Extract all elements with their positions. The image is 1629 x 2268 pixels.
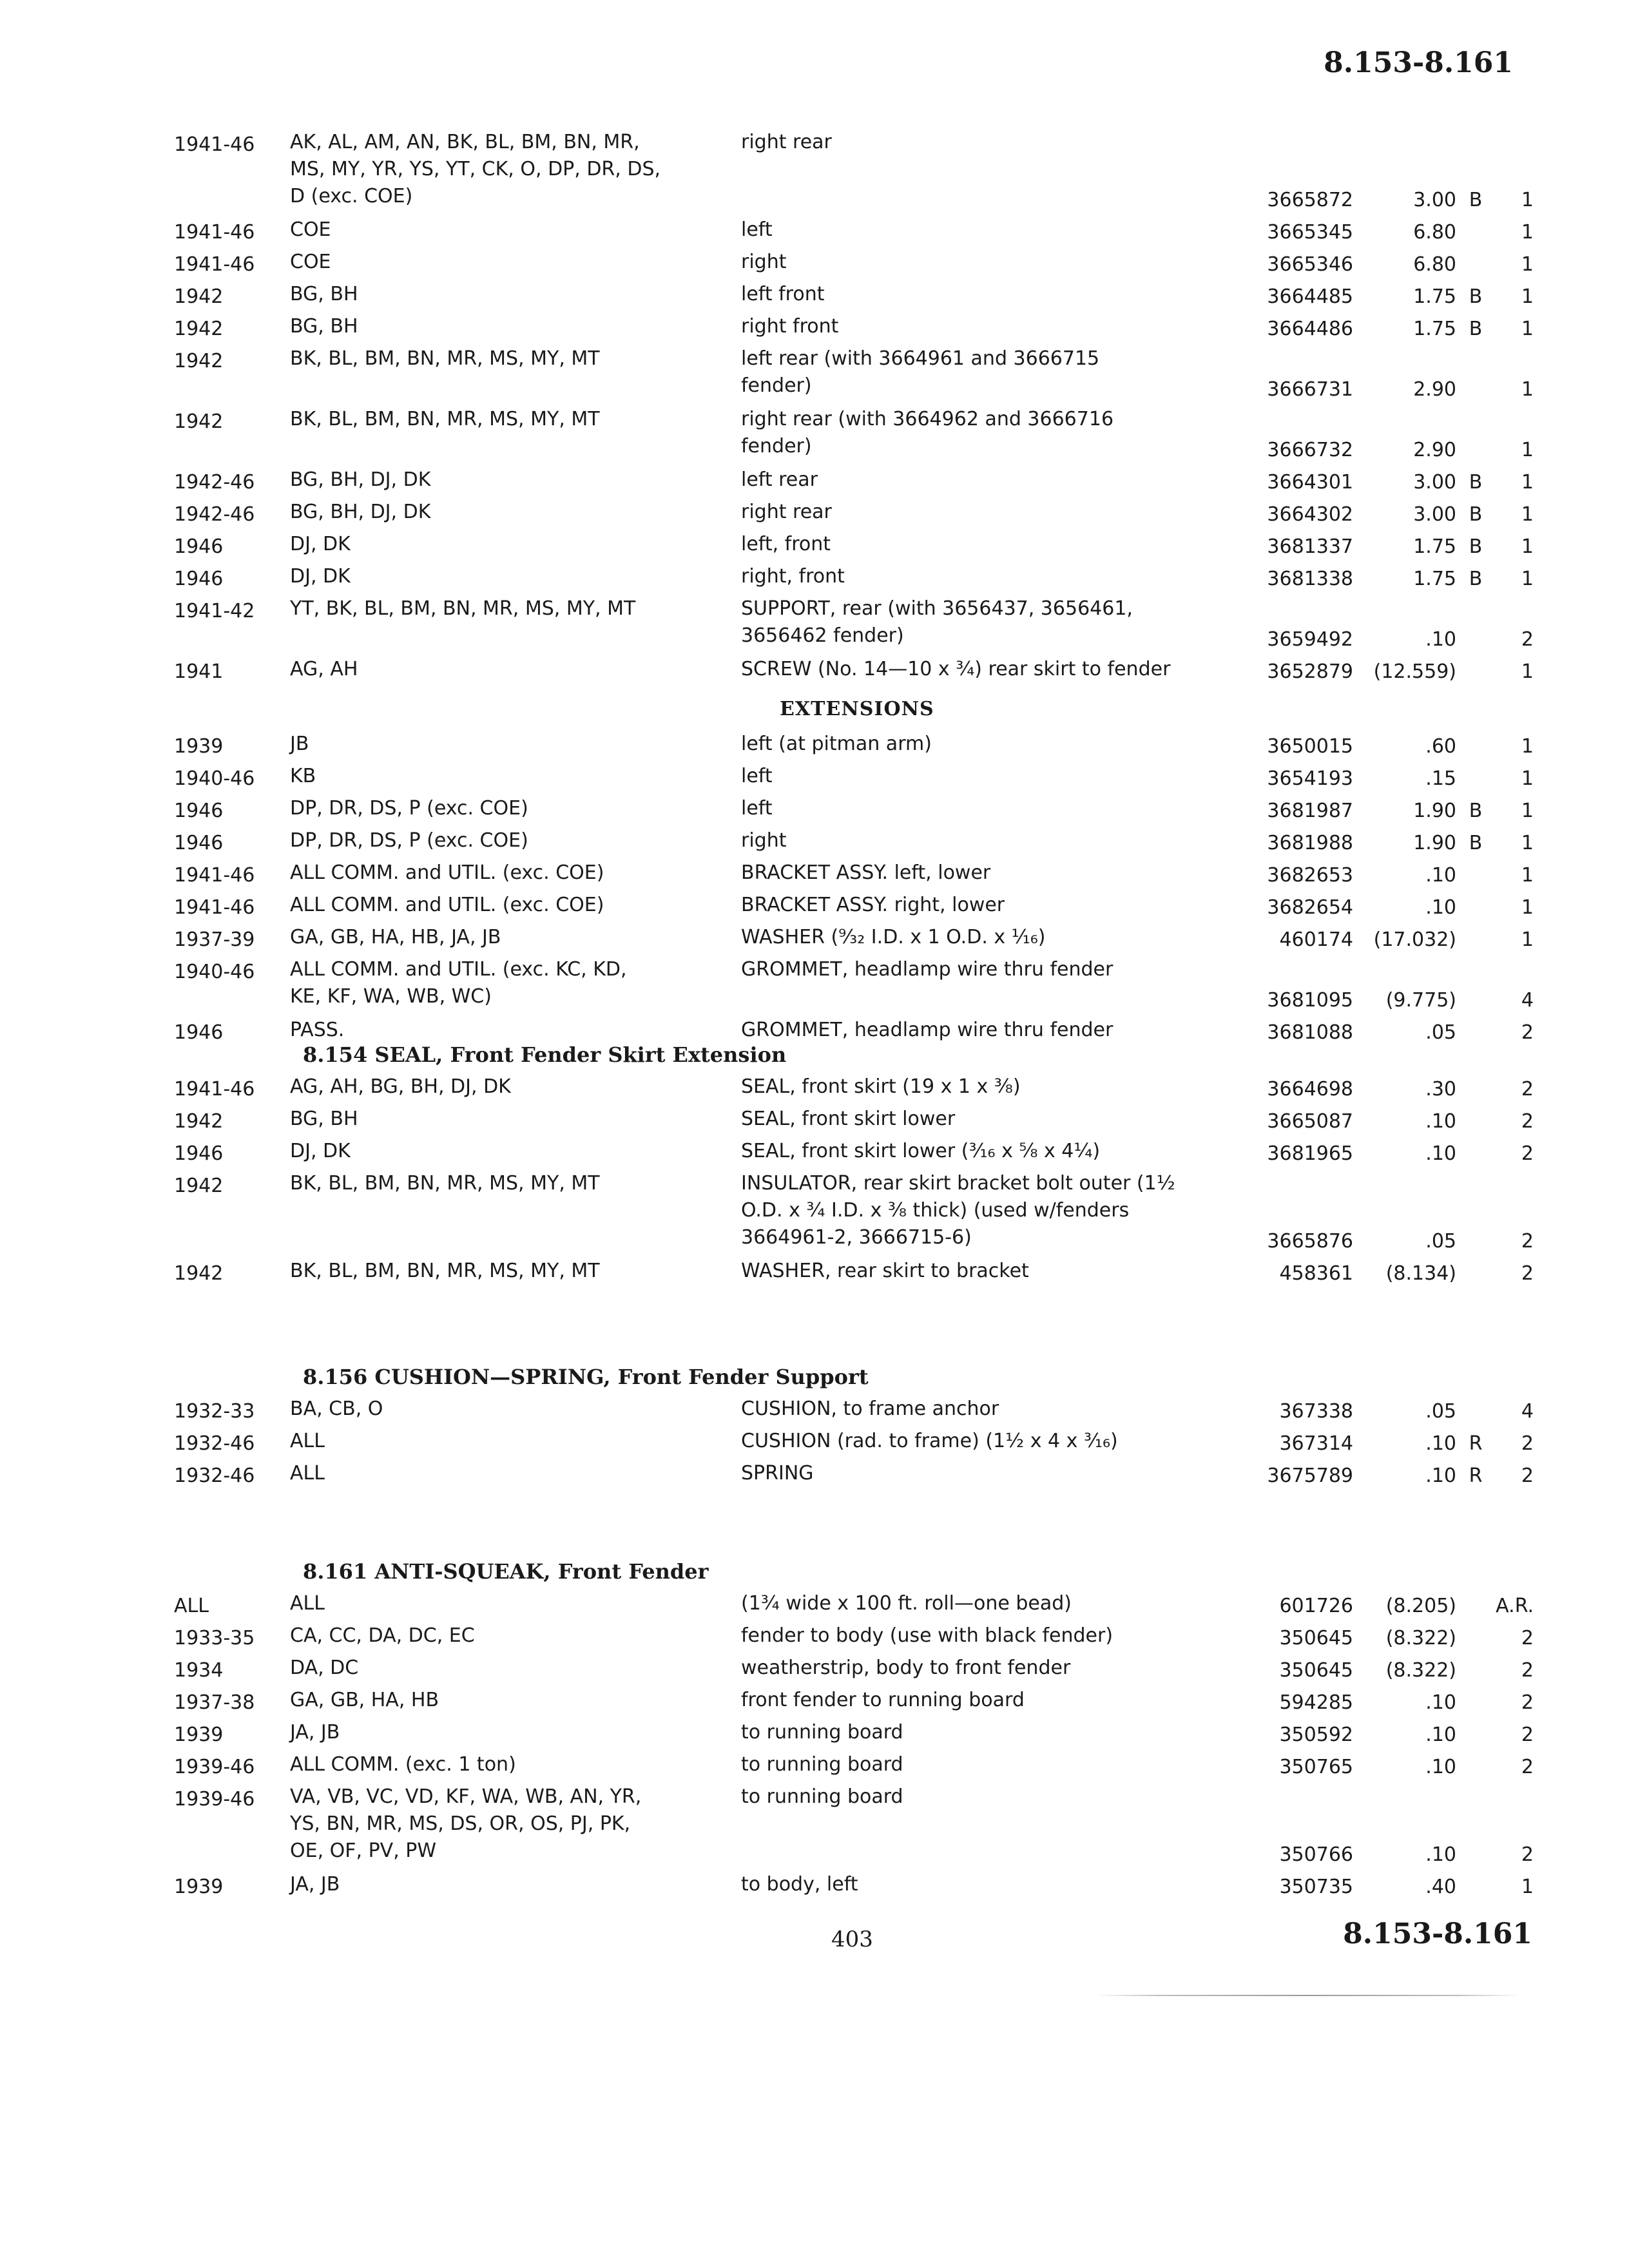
- code-cell: B: [1469, 285, 1483, 308]
- code-cell: B: [1469, 832, 1483, 854]
- part-number-cell: 3681338: [1267, 568, 1353, 590]
- models-cell: ALL: [290, 1430, 325, 1452]
- part-number-cell: 367338: [1279, 1400, 1353, 1423]
- quantity-cell: 1: [1521, 568, 1534, 590]
- description-cell: front fender to running board: [741, 1689, 1025, 1711]
- code-cell: B: [1469, 568, 1483, 590]
- part-number-cell: 3681988: [1267, 832, 1353, 854]
- part-number-cell: 3682654: [1267, 896, 1353, 919]
- part-number-cell: 3675789: [1267, 1465, 1353, 1487]
- price-cell: .15: [1425, 767, 1456, 790]
- description-cell: to running board: [741, 1785, 903, 1808]
- description-cell: to body, left: [741, 1873, 858, 1896]
- models-cell: BK, BL, BM, BN, MR, MS, MY, MT: [290, 408, 600, 430]
- quantity-cell: 1: [1521, 189, 1534, 211]
- part-number-cell: 3682653: [1267, 864, 1353, 887]
- quantity-cell: 1: [1521, 285, 1534, 308]
- year-cell: 1942: [174, 410, 224, 433]
- models-cell: DP, DR, DS, P (exc. COE): [290, 829, 528, 852]
- parts-row: [174, 827, 1534, 860]
- models-cell: BK, BL, BM, BN, MR, MS, MY, MT: [290, 1260, 600, 1282]
- part-number-cell: 3665872: [1267, 189, 1353, 211]
- year-cell: 1942-46: [174, 503, 255, 526]
- quantity-cell: 2: [1521, 1142, 1534, 1165]
- year-cell: 1941-42: [174, 600, 255, 622]
- price-cell: .05: [1425, 1400, 1456, 1423]
- scan-artifact-line: [1095, 1995, 1521, 1996]
- price-cell: 2.90: [1413, 378, 1456, 401]
- price-cell: 1.75: [1413, 535, 1456, 558]
- models-cell: JA, JB: [290, 1721, 340, 1744]
- year-cell: 1934: [174, 1659, 224, 1682]
- extensions-subheading: EXTENSIONS: [780, 698, 934, 720]
- parts-row: [174, 1258, 1534, 1290]
- description-cell: SEAL, front skirt lower (³⁄₁₆ x ⅝ x 4¼): [741, 1140, 1101, 1162]
- quantity-cell: 1: [1521, 221, 1534, 244]
- year-cell: 1941-46: [174, 864, 255, 887]
- quantity-cell: 2: [1521, 1262, 1534, 1285]
- quantity-cell: 1: [1521, 318, 1534, 340]
- description-cell: to running board: [741, 1721, 903, 1744]
- part-number-cell: 350765: [1279, 1756, 1353, 1778]
- parts-row: [174, 1783, 1534, 1871]
- models-cell: BA, CB, O: [290, 1398, 383, 1420]
- quantity-cell: A.R.: [1496, 1595, 1534, 1617]
- section-8-154: [174, 1043, 1534, 1290]
- parts-row: [174, 1460, 1534, 1492]
- models-cell: COE: [290, 218, 331, 241]
- quantity-cell: 2: [1521, 1465, 1534, 1487]
- quantity-cell: 1: [1521, 439, 1534, 461]
- code-cell: B: [1469, 189, 1483, 211]
- year-cell: 1937-39: [174, 928, 255, 951]
- year-cell: 1946: [174, 800, 224, 822]
- price-cell: (8.322): [1385, 1659, 1456, 1682]
- parts-row: [174, 499, 1534, 531]
- models-cell: VA, VB, VC, VD, KF, WA, WB, AN, YR, YS, BN, MR, MS, DS, OR, OS, PJ, PK, OE, OF, PV, PW: [290, 1785, 642, 1862]
- models-cell: BG, BH: [290, 283, 358, 305]
- models-cell: BG, BH: [290, 315, 358, 338]
- fender-skirt-rows: [174, 129, 1534, 688]
- description-cell: fender to body (use with black fender): [741, 1624, 1113, 1647]
- models-cell: JA, JB: [290, 1873, 340, 1896]
- year-cell: 1939-46: [174, 1756, 255, 1778]
- part-number-cell: 3654193: [1267, 767, 1353, 790]
- quantity-cell: 1: [1521, 896, 1534, 919]
- description-cell: right: [741, 829, 787, 852]
- quantity-cell: 1: [1521, 800, 1534, 822]
- year-cell: 1942: [174, 350, 224, 372]
- price-cell: (8.205): [1385, 1595, 1456, 1617]
- description-cell: to running board: [741, 1753, 903, 1776]
- year-cell: 1946: [174, 832, 224, 854]
- parts-row: [174, 1655, 1534, 1687]
- part-number-cell: 3664485: [1267, 285, 1353, 308]
- code-cell: B: [1469, 503, 1483, 526]
- part-number-cell: 3681337: [1267, 535, 1353, 558]
- description-cell: right: [741, 251, 787, 273]
- description-cell: left: [741, 797, 773, 820]
- models-cell: ALL COMM. (exc. 1 ton): [290, 1753, 516, 1776]
- parts-row: [174, 795, 1534, 827]
- section-title: 8.161 ANTI-SQUEAK, Front Fender: [303, 1559, 709, 1584]
- part-number-cell: 350592: [1279, 1724, 1353, 1746]
- price-cell: .05: [1425, 1021, 1456, 1044]
- price-cell: .60: [1425, 735, 1456, 758]
- description-cell: INSULATOR, rear skirt bracket bolt outer (1½ O.D. x ¾ I.D. x ⅜ thick) (used w/fenders 3664961-2, 3666715-6): [741, 1172, 1175, 1249]
- description-cell: left, front: [741, 533, 831, 555]
- parts-row: [174, 892, 1534, 924]
- price-cell: (8.134): [1385, 1262, 1456, 1285]
- quantity-cell: 1: [1521, 928, 1534, 951]
- page-number: 403: [831, 1927, 873, 1952]
- year-cell: 1942: [174, 285, 224, 308]
- part-number-cell: 458361: [1279, 1262, 1353, 1285]
- description-cell: right rear (with 3664962 and 3666716 fender): [741, 408, 1114, 457]
- parts-row: [174, 860, 1534, 892]
- description-cell: SUPPORT, rear (with 3656437, 3656461, 3656462 fender): [741, 597, 1133, 647]
- year-cell: 1942: [174, 1175, 224, 1197]
- code-cell: B: [1469, 471, 1483, 494]
- models-cell: ALL: [290, 1462, 325, 1485]
- cushion-spring-rows: [174, 1396, 1534, 1492]
- price-cell: .10: [1425, 864, 1456, 887]
- parts-row: [174, 731, 1534, 763]
- models-cell: DP, DR, DS, P (exc. COE): [290, 797, 528, 820]
- quantity-cell: 1: [1521, 767, 1534, 790]
- models-cell: AG, AH: [290, 658, 358, 680]
- description-cell: left: [741, 218, 773, 241]
- parts-row: [174, 1428, 1534, 1460]
- part-number-cell: 594285: [1279, 1691, 1353, 1714]
- models-cell: BG, BH: [290, 1108, 358, 1130]
- price-cell: (17.032): [1373, 928, 1456, 951]
- code-cell: B: [1469, 318, 1483, 340]
- quantity-cell: 2: [1521, 1724, 1534, 1746]
- description-cell: WASHER (⁹⁄₃₂ I.D. x 1 O.D. x ¹⁄₁₆): [741, 926, 1046, 948]
- parts-row: [174, 345, 1534, 406]
- part-number-cell: 3681088: [1267, 1021, 1353, 1044]
- description-cell: SPRING: [741, 1462, 814, 1485]
- parts-row: [174, 466, 1534, 499]
- part-number-cell: 350735: [1279, 1876, 1353, 1898]
- models-cell: AG, AH, BG, BH, DJ, DK: [290, 1075, 511, 1098]
- price-cell: 3.00: [1413, 471, 1456, 494]
- year-cell: 1940-46: [174, 961, 255, 983]
- price-cell: 6.80: [1413, 221, 1456, 244]
- price-cell: .10: [1425, 1110, 1456, 1133]
- description-cell: left rear (with 3664961 and 3666715 fender): [741, 347, 1100, 397]
- description-cell: SEAL, front skirt lower: [741, 1108, 956, 1130]
- quantity-cell: 2: [1521, 1230, 1534, 1253]
- parts-row: [174, 1106, 1534, 1138]
- models-cell: DJ, DK: [290, 1140, 351, 1162]
- year-cell: 1942: [174, 1110, 224, 1133]
- quantity-cell: 2: [1521, 1021, 1534, 1044]
- description-cell: BRACKET ASSY. left, lower: [741, 861, 991, 884]
- quantity-cell: 4: [1521, 989, 1534, 1012]
- year-cell: 1939: [174, 1876, 224, 1898]
- models-cell: GA, GB, HA, HB: [290, 1689, 439, 1711]
- description-cell: left (at pitman arm): [741, 733, 932, 755]
- description-cell: GROMMET, headlamp wire thru fender: [741, 958, 1113, 981]
- price-cell: 3.00: [1413, 189, 1456, 211]
- year-cell: 1940-46: [174, 767, 255, 790]
- part-number-cell: 3666731: [1267, 378, 1353, 401]
- part-number-cell: 601726: [1279, 1595, 1353, 1617]
- price-cell: 1.75: [1413, 318, 1456, 340]
- part-number-cell: 3665345: [1267, 221, 1353, 244]
- year-cell: 1933-35: [174, 1627, 255, 1649]
- part-number-cell: 3665087: [1267, 1110, 1353, 1133]
- year-cell: 1941-46: [174, 253, 255, 276]
- quantity-cell: 2: [1521, 1659, 1534, 1682]
- price-cell: .10: [1425, 1843, 1456, 1866]
- section-title: 8.156 CUSHION—SPRING, Front Fender Support: [303, 1365, 869, 1389]
- part-number-cell: 367314: [1279, 1432, 1353, 1455]
- description-cell: left front: [741, 283, 825, 305]
- parts-row: [174, 1590, 1534, 1622]
- year-cell: 1946: [174, 1021, 224, 1044]
- part-number-cell: 350645: [1279, 1659, 1353, 1682]
- quantity-cell: 2: [1521, 1627, 1534, 1649]
- price-cell: 2.90: [1413, 439, 1456, 461]
- parts-row: [174, 956, 1534, 1017]
- description-cell: right rear: [741, 131, 832, 153]
- part-number-cell: 3681095: [1267, 989, 1353, 1012]
- quantity-cell: 1: [1521, 660, 1534, 683]
- parts-row: [174, 656, 1534, 688]
- parts-row: [174, 1138, 1534, 1170]
- parts-row: [174, 531, 1534, 563]
- models-cell: BK, BL, BM, BN, MR, MS, MY, MT: [290, 1172, 600, 1195]
- price-cell: 1.75: [1413, 568, 1456, 590]
- quantity-cell: 1: [1521, 735, 1534, 758]
- models-cell: YT, BK, BL, BM, BN, MR, MS, MY, MT: [290, 597, 636, 620]
- price-cell: (12.559): [1373, 660, 1456, 683]
- section-8-153: [174, 129, 1534, 1049]
- description-cell: weatherstrip, body to front fender: [741, 1657, 1071, 1679]
- part-number-cell: 3650015: [1267, 735, 1353, 758]
- section-title: 8.154 SEAL, Front Fender Skirt Extension: [303, 1043, 787, 1067]
- description-cell: CUSHION (rad. to frame) (1½ x 4 x ³⁄₁₆): [741, 1430, 1118, 1452]
- quantity-cell: 2: [1521, 1432, 1534, 1455]
- quantity-cell: 1: [1521, 864, 1534, 887]
- description-cell: right front: [741, 315, 839, 338]
- description-cell: SEAL, front skirt (19 x 1 x ⅜): [741, 1075, 1021, 1098]
- anti-squeak-rows: [174, 1590, 1534, 1903]
- price-cell: (9.775): [1385, 989, 1456, 1012]
- year-cell: 1932-46: [174, 1465, 255, 1487]
- year-cell: 1937-38: [174, 1691, 255, 1714]
- models-cell: DJ, DK: [290, 565, 351, 588]
- models-cell: CA, CC, DA, DC, EC: [290, 1624, 475, 1647]
- parts-row: [174, 763, 1534, 795]
- page-range-header: 8.153-8.161: [1324, 46, 1513, 79]
- price-cell: 6.80: [1413, 253, 1456, 276]
- quantity-cell: 1: [1521, 832, 1534, 854]
- part-number-cell: 3681987: [1267, 800, 1353, 822]
- parts-row: [174, 1687, 1534, 1719]
- part-number-cell: 3665876: [1267, 1230, 1353, 1253]
- parts-row: [174, 1396, 1534, 1428]
- part-number-cell: 3681965: [1267, 1142, 1353, 1165]
- price-cell: .10: [1425, 628, 1456, 651]
- quantity-cell: 1: [1521, 535, 1534, 558]
- code-cell: R: [1469, 1432, 1483, 1455]
- quantity-cell: 1: [1521, 378, 1534, 401]
- part-number-cell: 3664486: [1267, 318, 1353, 340]
- year-cell: 1942: [174, 318, 224, 340]
- price-cell: (8.322): [1385, 1627, 1456, 1649]
- quantity-cell: 1: [1521, 253, 1534, 276]
- description-cell: WASHER, rear skirt to bracket: [741, 1260, 1029, 1282]
- price-cell: .10: [1425, 1142, 1456, 1165]
- parts-row: [174, 1073, 1534, 1106]
- year-cell: 1941-46: [174, 896, 255, 919]
- quantity-cell: 2: [1521, 1756, 1534, 1778]
- part-number-cell: 460174: [1279, 928, 1353, 951]
- page-range-footer: 8.153-8.161: [1343, 1917, 1532, 1950]
- year-cell: 1942: [174, 1262, 224, 1285]
- section-8-156: [174, 1365, 1534, 1492]
- year-cell: 1946: [174, 535, 224, 558]
- price-cell: .10: [1425, 1465, 1456, 1487]
- year-cell: ALL: [174, 1595, 209, 1617]
- models-cell: DA, DC: [290, 1657, 359, 1679]
- quantity-cell: 2: [1521, 1843, 1534, 1866]
- quantity-cell: 2: [1521, 1691, 1534, 1714]
- description-cell: right rear: [741, 501, 832, 523]
- models-cell: AK, AL, AM, AN, BK, BL, BM, BN, MR, MS, MY, YR, YS, YT, CK, O, DP, DR, DS, D (exc. COE): [290, 131, 661, 207]
- price-cell: 1.90: [1413, 832, 1456, 854]
- price-cell: .40: [1425, 1876, 1456, 1898]
- price-cell: .10: [1425, 1724, 1456, 1746]
- models-cell: DJ, DK: [290, 533, 351, 555]
- price-cell: .10: [1425, 1691, 1456, 1714]
- description-cell: BRACKET ASSY. right, lower: [741, 894, 1005, 916]
- code-cell: B: [1469, 535, 1483, 558]
- models-cell: BG, BH, DJ, DK: [290, 501, 431, 523]
- quantity-cell: 1: [1521, 1876, 1534, 1898]
- part-number-cell: 3666732: [1267, 439, 1353, 461]
- price-cell: 1.75: [1413, 285, 1456, 308]
- year-cell: 1942-46: [174, 471, 255, 494]
- seal-rows: [174, 1073, 1534, 1290]
- parts-row: [174, 249, 1534, 281]
- part-number-cell: 3664302: [1267, 503, 1353, 526]
- year-cell: 1932-46: [174, 1432, 255, 1455]
- section-8-161: [174, 1559, 1534, 1903]
- code-cell: B: [1469, 800, 1483, 822]
- description-cell: right, front: [741, 565, 845, 588]
- models-cell: BK, BL, BM, BN, MR, MS, MY, MT: [290, 347, 600, 370]
- part-number-cell: 3652879: [1267, 660, 1353, 683]
- quantity-cell: 2: [1521, 1078, 1534, 1100]
- description-cell: SCREW (No. 14—10 x ¾) rear skirt to fender: [741, 658, 1171, 680]
- parts-row: [174, 1719, 1534, 1751]
- description-cell: left rear: [741, 468, 818, 491]
- models-cell: GA, GB, HA, HB, JA, JB: [290, 926, 501, 948]
- code-cell: R: [1469, 1465, 1483, 1487]
- year-cell: 1946: [174, 568, 224, 590]
- description-cell: GROMMET, headlamp wire thru fender: [741, 1019, 1113, 1041]
- parts-row: [174, 406, 1534, 466]
- models-cell: KB: [290, 765, 316, 787]
- price-cell: .05: [1425, 1230, 1456, 1253]
- models-cell: COE: [290, 251, 331, 273]
- price-cell: 3.00: [1413, 503, 1456, 526]
- models-cell: BG, BH, DJ, DK: [290, 468, 431, 491]
- parts-row: [174, 1751, 1534, 1783]
- part-number-cell: 350766: [1279, 1843, 1353, 1866]
- part-number-cell: 350645: [1279, 1627, 1353, 1649]
- year-cell: 1939: [174, 735, 224, 758]
- parts-row: [174, 1622, 1534, 1655]
- year-cell: 1941-46: [174, 1078, 255, 1100]
- quantity-cell: 1: [1521, 471, 1534, 494]
- price-cell: .10: [1425, 1432, 1456, 1455]
- price-cell: .30: [1425, 1078, 1456, 1100]
- parts-row: [174, 595, 1534, 656]
- parts-row: [174, 563, 1534, 595]
- year-cell: 1939: [174, 1724, 224, 1746]
- part-number-cell: 3664698: [1267, 1078, 1353, 1100]
- part-number-cell: 3659492: [1267, 628, 1353, 651]
- parts-row: [174, 924, 1534, 956]
- price-cell: .10: [1425, 896, 1456, 919]
- models-cell: ALL COMM. and UTIL. (exc. COE): [290, 861, 604, 884]
- parts-row: [174, 129, 1534, 216]
- quantity-cell: 2: [1521, 1110, 1534, 1133]
- description-cell: (1¾ wide x 100 ft. roll—one bead): [741, 1592, 1072, 1615]
- quantity-cell: 4: [1521, 1400, 1534, 1423]
- models-cell: ALL COMM. and UTIL. (exc. COE): [290, 894, 604, 916]
- quantity-cell: 1: [1521, 503, 1534, 526]
- price-cell: 1.90: [1413, 800, 1456, 822]
- part-number-cell: 3665346: [1267, 253, 1353, 276]
- parts-row: [174, 313, 1534, 345]
- year-cell: 1941-46: [174, 133, 255, 156]
- parts-row: [174, 1871, 1534, 1903]
- models-cell: JB: [290, 733, 309, 755]
- price-cell: .10: [1425, 1756, 1456, 1778]
- parts-row: [174, 1170, 1534, 1258]
- quantity-cell: 2: [1521, 628, 1534, 651]
- part-number-cell: 3664301: [1267, 471, 1353, 494]
- parts-row: [174, 216, 1534, 249]
- description-cell: CUSHION, to frame anchor: [741, 1398, 999, 1420]
- year-cell: 1939-46: [174, 1788, 255, 1811]
- models-cell: PASS.: [290, 1019, 345, 1041]
- parts-row: [174, 281, 1534, 313]
- year-cell: 1941: [174, 660, 224, 683]
- models-cell: ALL: [290, 1592, 325, 1615]
- year-cell: 1941-46: [174, 221, 255, 244]
- models-cell: ALL COMM. and UTIL. (exc. KC, KD, KE, KF, WA, WB, WC): [290, 958, 627, 1008]
- year-cell: 1932-33: [174, 1400, 255, 1423]
- extensions-rows: [174, 731, 1534, 1049]
- year-cell: 1946: [174, 1142, 224, 1165]
- description-cell: left: [741, 765, 773, 787]
